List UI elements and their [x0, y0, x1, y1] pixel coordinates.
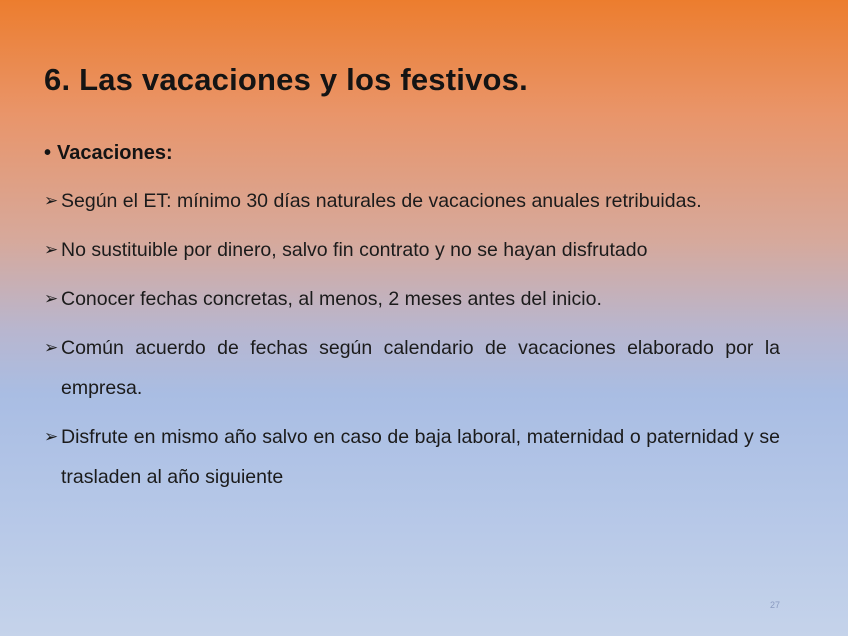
list-item-text: Según el ET: mínimo 30 días naturales de vacaciones anuales retribuidas. [61, 190, 702, 212]
list-item-text: Conocer fechas concretas, al menos, 2 meses antes del inicio. [61, 288, 602, 310]
page-number: 27 [769, 600, 780, 610]
section-heading [44, 142, 173, 165]
bullet-list [44, 181, 780, 506]
list-item [44, 417, 780, 497]
list-item-text: Común acuerdo de fechas según calendario de vacaciones elaborado por la empresa. [61, 337, 780, 399]
arrow-bullet-icon: ➢ [44, 338, 59, 357]
list-item [44, 181, 780, 221]
list-item [44, 279, 780, 319]
arrow-bullet-icon: ➢ [44, 191, 59, 210]
bullet-dot: • [44, 142, 52, 164]
arrow-bullet-icon: ➢ [44, 240, 59, 259]
slide-title: 6. Las vacaciones y los festivos. [44, 62, 528, 97]
arrow-bullet-icon: ➢ [44, 289, 59, 308]
section-label: Vacaciones: [57, 142, 173, 164]
list-item-text: No sustituible por dinero, salvo fin contrato y no se hayan disfrutado [61, 239, 648, 261]
arrow-bullet-icon: ➢ [44, 427, 59, 446]
list-item [44, 230, 780, 270]
list-item [44, 328, 780, 408]
list-item-text: Disfrute en mismo año salvo en caso de baja laboral, maternidad o paternidad y se trasladen al año siguiente [61, 426, 780, 488]
